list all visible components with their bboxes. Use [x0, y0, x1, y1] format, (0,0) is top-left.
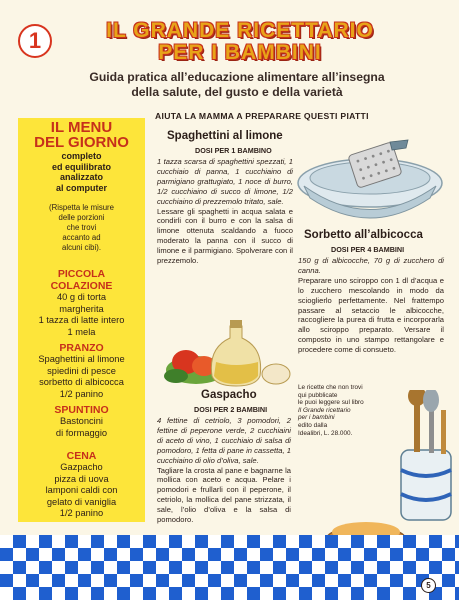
- meal-item: Gazpacho: [60, 462, 103, 472]
- meal-item: 1/2 panino: [59, 388, 104, 399]
- meal-title-line: PRANZO: [59, 342, 104, 354]
- recipes-header: AIUTA LA MAMMA A PREPARARE QUESTI PIATTI: [155, 111, 369, 121]
- meal-breakfast: [18, 268, 145, 338]
- meal-title-line: COLAZIONE: [50, 280, 113, 292]
- meal-lunch: [18, 342, 145, 400]
- daily-menu-panel: [18, 118, 145, 522]
- page-subtitle: [52, 70, 422, 99]
- meal-title: [18, 450, 145, 462]
- recipe-steps: Lessare gli spaghetti in acqua salata e condirli con il burro e con la salsa di limone ottenuta scaldando a fuoco moderato la panna con il succo di limone e il parmigiano. Spolverare con il prezzemolo.: [157, 206, 293, 266]
- note-line: le puoi leggere sul libro: [298, 399, 364, 407]
- menu-subtitle: [18, 151, 145, 193]
- page-number: 5: [421, 578, 436, 593]
- recipe-servings-sorbetto: DOSI PER 4 BAMBINI: [331, 245, 405, 254]
- checkerboard-tablecloth-border: [0, 535, 459, 600]
- menu-title-line-2: DEL GIORNO: [34, 134, 129, 151]
- meal-items: [18, 354, 145, 400]
- title-line-1: IL GRANDE RICETTARIO: [106, 19, 374, 42]
- menu-title-line-1: IL MENU: [50, 119, 113, 136]
- meal-item: 40 g di torta: [56, 292, 107, 302]
- menu-title: [18, 120, 145, 150]
- recipe-servings-spaghettini: DOSI PER 1 BAMBINO: [195, 146, 272, 155]
- meal-items: [18, 462, 145, 520]
- title-line-2: PER I BAMBINI: [158, 41, 322, 64]
- menu-subtitle-line: analizzato: [59, 172, 103, 182]
- meal-item: 1 tazza di latte intero: [38, 315, 125, 325]
- menu-note-line: (Rispetta le misure: [49, 203, 114, 212]
- menu-note-line: accanto ad: [62, 233, 101, 242]
- recipe-title-sorbetto: Sorbetto all’albicocca: [304, 229, 423, 241]
- menu-subtitle-line: completo: [61, 151, 102, 161]
- meal-title: [18, 268, 145, 292]
- meal-item: lamponi caldi con: [45, 485, 118, 495]
- page-title: [70, 20, 410, 64]
- meal-title: [18, 404, 145, 416]
- menu-note-line: delle porzioni: [58, 213, 105, 222]
- meal-item: margherita: [59, 303, 104, 314]
- oil-bottle-vegetables-illustration: [160, 318, 294, 388]
- recipe-ingredients: 150 g di albicocche, 70 g di zucchero di canna.: [298, 256, 444, 275]
- note-line: per i bambini: [298, 414, 335, 422]
- recipe-title-gaspacho: Gaspacho: [201, 389, 257, 401]
- meal-title-line: CENA: [66, 450, 97, 462]
- recipe-steps: Tagliare la crosta al pane e bagnarne la mollica con aceto e acqua. Pelare i pomodori e frullarli con il peperone, il cetriolo, la mollica del pane strizzata, il sale, l’olio d’oliva e la salsa di pomodoro.: [157, 465, 291, 525]
- menu-note-line: che trovi: [66, 223, 97, 232]
- recipe-ingredients: 1 tazza scarsa di spaghettini spezzati, 1 cucchiaio di panna, 1 cucchiaino di parmigiano grattugiato, 1 noce di burro, 1/2 cucchiaino di succo di limone, 1/2 cucchiaino di prezzemolo tritato, sale.: [157, 157, 293, 206]
- recipe-text-spaghettini: [157, 157, 293, 266]
- meal-item: gelato di vaniglia: [46, 496, 117, 507]
- recipe-steps: Preparare uno sciroppo con 1 dl d’acqua e lo zucchero mescolando in modo da scioglierlo perfettamente. Nel frattempo passare al setaccio le albicocche, raccogliere la purea di frutta e incorporarla allo sciroppo preparato. Versare il composto in uno stampo rettangolare e procedere come di consueto.: [298, 275, 444, 355]
- recipe-text-sorbetto: [298, 256, 444, 355]
- meal-item: 1/2 panino: [59, 508, 104, 518]
- meal-items: [18, 416, 145, 439]
- note-line: qui pubblicate: [298, 391, 338, 399]
- menu-subtitle-line: ed equilibrato: [51, 161, 111, 172]
- note-line: edito dalla: [298, 421, 328, 429]
- meal-title-line: SPUNTINO: [54, 404, 109, 416]
- meal-item: 1 mela: [67, 326, 96, 337]
- note-line: Le ricette che non trovi: [298, 384, 363, 391]
- issue-number-badge: 1: [18, 24, 52, 58]
- recipe-title-spaghettini: Spaghettini al limone: [167, 130, 283, 142]
- meal-snack: [18, 404, 145, 439]
- meal-item: Spaghettini al limone: [38, 354, 125, 364]
- subtitle-line-1: Guida pratica all’educazione alimentare all’insegna: [89, 70, 385, 84]
- meal-items: [18, 292, 145, 338]
- meal-item: di formaggio: [55, 427, 108, 438]
- meal-dinner: [18, 450, 145, 520]
- meal-title-line: PICCOLA: [57, 268, 106, 280]
- recipe-text-gaspacho: [157, 416, 291, 525]
- meal-item: sorbetto di albicocca: [39, 377, 124, 387]
- menu-subtitle-line: al computer: [55, 182, 107, 193]
- meal-item: Bastoncini: [60, 416, 103, 426]
- colander-grater-illustration: [290, 138, 450, 228]
- meal-title: [18, 342, 145, 354]
- menu-note-line: alcuni cibi).: [62, 243, 101, 252]
- meal-item: pizza di uova: [54, 473, 109, 484]
- note-line: Idealibri, L. 28.000.: [298, 429, 353, 437]
- recipe-servings-gaspacho: DOSI PER 2 BAMBINI: [194, 405, 268, 414]
- meal-item: spiedini di pesce: [47, 365, 116, 376]
- subtitle-line-2: della salute, del gusto e della varietà: [131, 84, 343, 99]
- recipe-ingredients: 4 fettine di cetriolo, 3 pomodori, 2 fettine di peperone verde, 2 cucchiaini di aceto di vino, 1 cucchiaio di salsa di pomodoro, 1 fetta di pane in cassetta, 1 cucchiaino di olio d’oliva, sale.: [157, 416, 291, 465]
- note-line: Il Grande ricettario: [298, 406, 351, 414]
- menu-portion-note: [30, 203, 133, 253]
